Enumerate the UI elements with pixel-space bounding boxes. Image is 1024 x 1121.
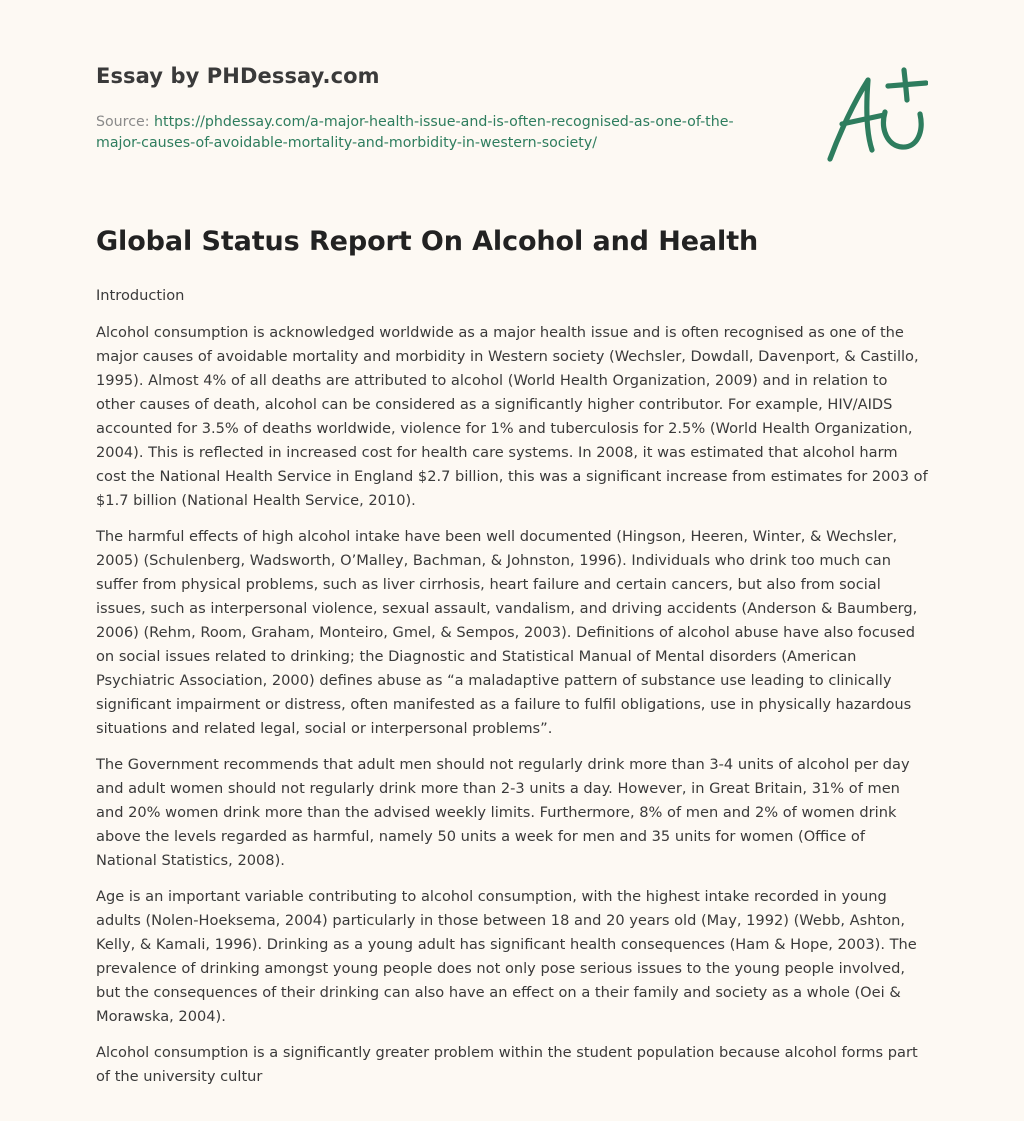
essay-paragraph: Age is an important variable contributing to alcohol consumption, with the highest intake recorded in young adults (Nolen-Hoeksema, 2004) particularly in those between 18 and 20 years old (May, 1992) (Webb, Ashton, Kelly, & Kamali, 1996). Drinking as a young adult has significant health consequences (Ham & Hope, 2003). The prevalence of drinking amongst young people does not only pose serious issues to the young people involved, but the consequences of their drinking can also have an effect on a their family and society as a whole (Oei & Morawska, 2004). (96, 888, 917, 1025)
a-plus-logo-icon (816, 66, 928, 166)
essay-title: Global Status Report On Alcohol and Health (96, 226, 759, 257)
site-brand: Essay by PHDessay.com (96, 64, 380, 88)
intro-heading: Introduction (96, 287, 185, 304)
essay-paragraph: The harmful effects of high alcohol intake have been well documented (Hingson, Heeren, Winter, & Wechsler, 2005) (Schulenberg, Wadsworth, O’Malley, Bachman, & Johnston, 1996). Individuals who drink too much can suffer from physical problems, such as liver cirrhosis, heart failure and certain cancers, but also from social issues, such as interpersonal violence, sexual assault, vandalism, and driving accidents (Anderson & Baumberg, 2006) (Rehm, Room, Graham, Monteiro, Gmel, & Sempos, 2003). Definitions of alcohol abuse have also focused on social issues related to drinking; the Diagnostic and Statistical Manual of Mental disorders (American Psychiatric Association, 2000) defines abuse as “a maladaptive pattern of substance use leading to clinically significant impairment or distress, often manifested as a failure to fulfil obligations, use in physically hazardous situations and related legal, social or interpersonal problems”. (96, 528, 918, 737)
essay-paragraph: Alcohol consumption is acknowledged worldwide as a major health issue and is often recognised as one of the major causes of avoidable mortality and morbidity in Western society (Wechsler, Dowdall, Davenport, & Castillo, 1995). Almost 4% of all deaths are attributed to alcohol (World Health Organization, 2009) and in relation to other causes of death, alcohol can be considered as a significantly higher contributor. For example, HIV/AIDS accounted for 3.5% of deaths worldwide, violence for 1% and tuberculosis for 2.5% (World Health Organization, 2004). This is reflected in increased cost for health care systems. In 2008, it was estimated that alcohol harm cost the National Health Service in England $2.7 billion, this was a significant increase from estimates for 2003 of $1.7 billion (National Health Service, 2010). (96, 324, 928, 509)
a-plus-logo-graphic (816, 66, 928, 166)
essay-paragraph: Alcohol consumption is a significantly greater problem within the student population because alcohol forms part of the university cultur (96, 1044, 918, 1085)
source-label: Source: (96, 114, 150, 130)
source-link[interactable]: https://phdessay.com/a-major-health-issue-and-is-often-recognised-as-one-of-the-major-causes-of-avoidable-mortality-and-morbidity-in-western-society/ (96, 114, 734, 151)
essay-paragraph: The Government recommends that adult men should not regularly drink more than 3-4 units of alcohol per day and adult women should not regularly drink more than 2-3 units a day. However, in Great Britain, 31% of men and 20% women drink more than the advised weekly limits. Furthermore, 8% of men and 2% of women drink above the levels regarded as harmful, namely 50 units a week for men and 35 units for women (Office of National Statistics, 2008). (96, 756, 910, 869)
source-line (96, 112, 776, 154)
essay-body (96, 284, 928, 1101)
